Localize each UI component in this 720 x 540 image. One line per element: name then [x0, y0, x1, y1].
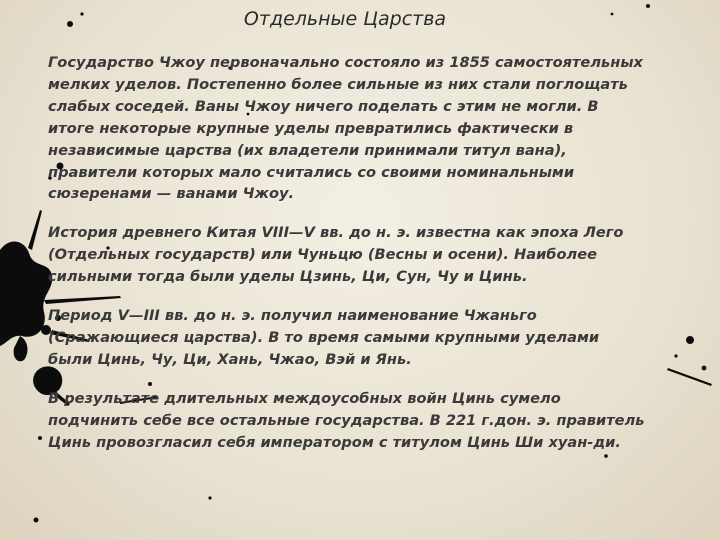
slide-title: Отдельные Царства: [243, 8, 447, 30]
paragraph-qin-unification: В результате длительных междоусобных войн Цинь сумело подчинить себе все остальные государства. В 221 г.дон. э. правитель Цинь провозгласил себя императором с титулом Цинь Ши хуан-ди.: [48, 389, 645, 451]
paragraph-zhanguo-period: Период V—III вв. до н. э. получил наименование Чжаньго (Сражающиеся царства). В то время самыми крупными уделами были Цинь, Чу, Ци, Хань, Чжао, Вэй и Янь.: [48, 307, 600, 368]
paragraph-zhou-state: Государство Чжоу первоначально состояло из 1855 самостоятельных мелких уделов. Постепенно более сильные из них стали поглощать слабых соседей. Ваны Чжоу ничего поделать с этим не могли. В итоге некоторые крупные уделы превратились фактически в независимые царства (их владетели принимали титул вана), правители которых мало считались со своими номинальными сюзеренами — ванами Чжоу.: [48, 54, 643, 203]
paragraph-chunqiu-era: История древнего Китая VIII—V вв. до н. э. известна как эпоха Лего (Отдельных государств) или Чуньцю (Весны и осени). Наиболее сильными тогда были уделы Цзинь, Ци, Сун, Чу и Цинь.: [48, 224, 624, 286]
slide-body: [48, 52, 648, 471]
